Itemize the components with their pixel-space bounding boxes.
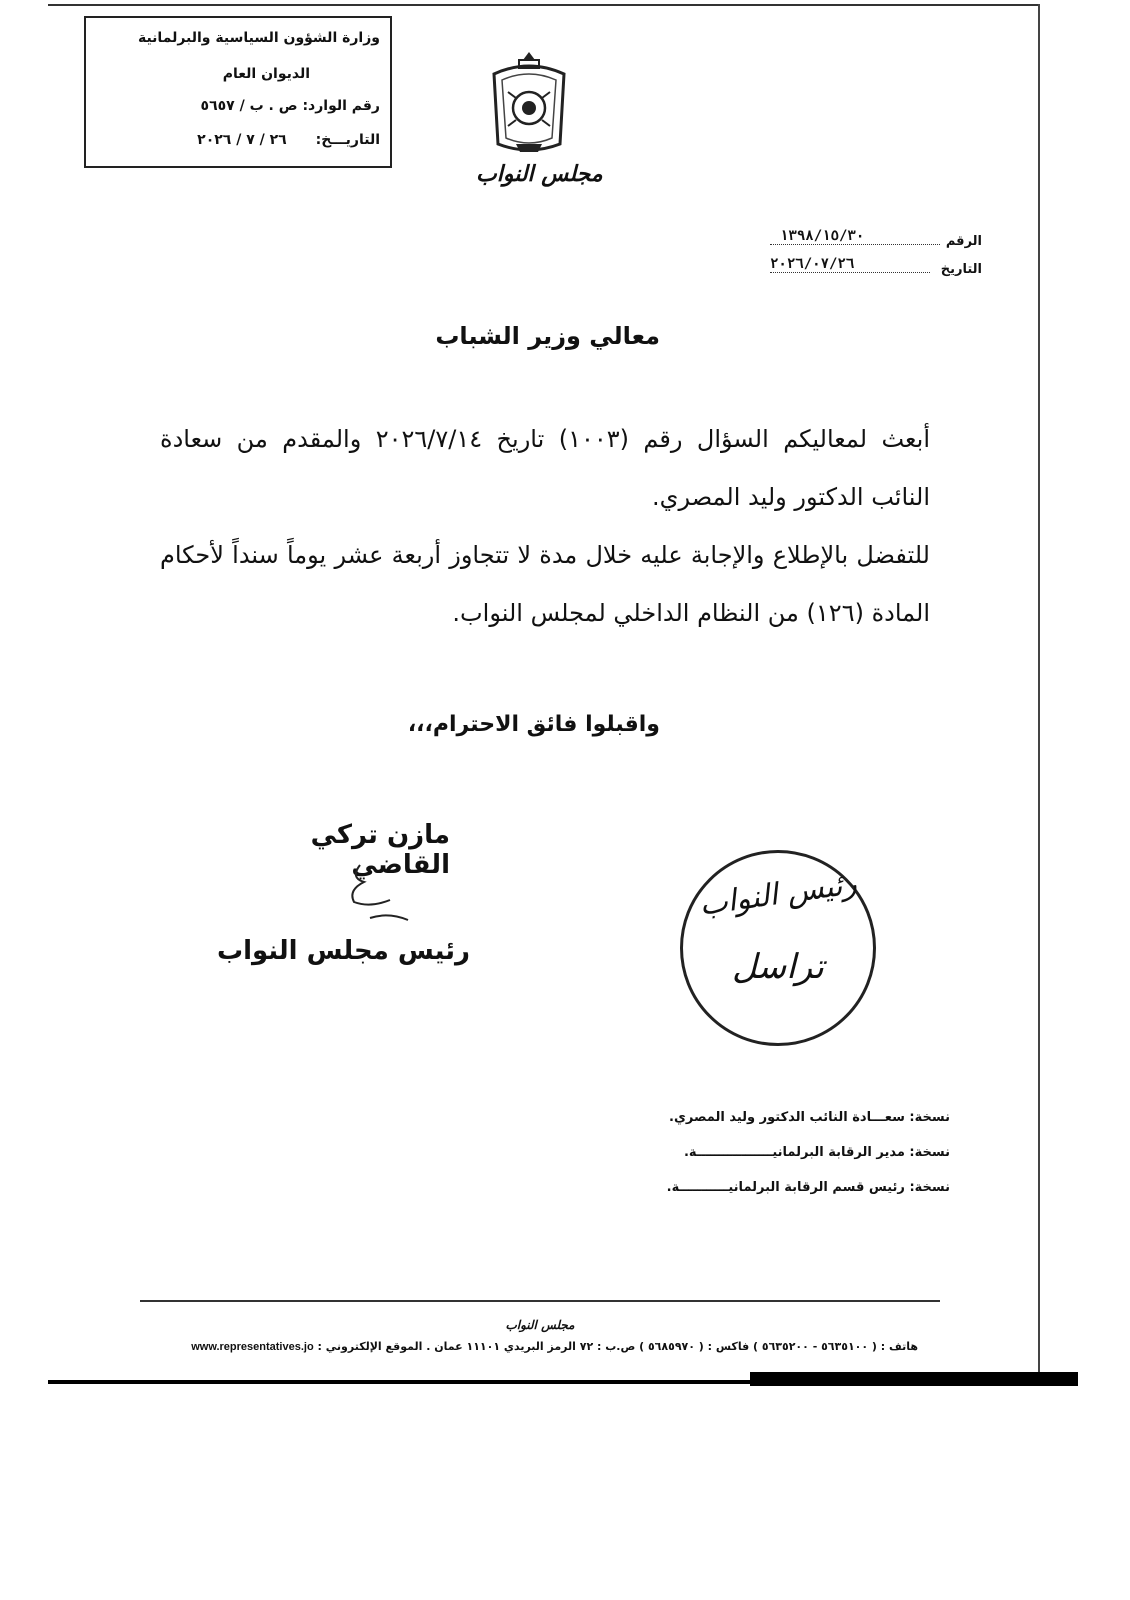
footer-website: www.representatives.jo [191, 1341, 314, 1353]
council-signature-logo: مجلس النواب [476, 162, 603, 187]
copy-line-3: نسخة: رئيس قسم الرقابة البرلمانيـــــــــــة. [666, 1180, 950, 1195]
reference-block [770, 228, 990, 282]
copy-line-2: نسخة: مدير الرقابة البرلمانيـــــــــــــــــة. [683, 1145, 950, 1160]
stamp-ministry: وزارة الشؤون السياسية والبرلمانية [137, 30, 380, 46]
salutation: معالي وزير الشباب [435, 322, 660, 350]
footer-bottom-bar [750, 1372, 1078, 1386]
body-paragraph-2: للتفضل بالإطلاع والإجابة عليه خلال مدة لا تتجاوز أربعة عشر يوماً سنداً لأحكام المادة (١٢٦) من النظام الداخلي لمجلس النواب. [160, 541, 930, 627]
incoming-stamp [84, 16, 392, 168]
ref-number-value: ١٣٩٨/١٥/٣٠ [770, 228, 940, 245]
stamp-ref-label: رقم الوارد: [302, 98, 380, 114]
coat-of-arms-emblem [486, 48, 572, 158]
page-border-right [1038, 4, 1040, 1384]
footer-rule [140, 1300, 940, 1302]
signer-name: مازن تركي القاضي [310, 820, 450, 880]
stamp-ref-value: ص . ب / ٥٦٥٧ [200, 98, 298, 114]
ref-number-label: الرقم [945, 234, 982, 249]
footer-brand: مجلس النواب [505, 1318, 575, 1332]
letter-body [160, 410, 930, 642]
body-paragraph-1: أبعث لمعاليكم السؤال رقم (١٠٠٣) تاريخ ٢٠٢٦/٧/١٤ والمقدم من سعادة النائب الدكتور وليد المصري. [160, 425, 930, 511]
round-stamp-middle-text: تراسل [732, 947, 824, 987]
stamp-ref [201, 98, 380, 114]
handwritten-signature [340, 860, 460, 930]
stamp-date-value: ٢٦ / ٧ / ٢٠٢٦ [197, 132, 287, 148]
stamp-date-label: التاريـــخ: [315, 132, 380, 148]
footer-contact-text: هاتف : ( ٥٦٣٥١٠٠ - ٥٦٣٥٢٠٠ ) فاكس : ( ٥٦٨٥٩٧٠ ) ص.ب : ٧٢ الرمز البريدي ١١١٠١ عمان . الموقع الإلكتروني : [317, 1340, 918, 1353]
closing: واقبلوا فائق الاحترام،،، [407, 712, 660, 737]
stamp-date [197, 132, 380, 148]
stamp-office: الديوان العام [222, 66, 310, 82]
round-stamp-top-text: رئيس النواب [697, 866, 859, 923]
ref-date-value: ٢٠٢٦/٠٧/٢٦ [770, 256, 930, 273]
copy-line-1: نسخة: سعـــادة النائب الدكتور وليد المصري. [669, 1110, 950, 1125]
round-stamp [680, 850, 876, 1046]
ref-date-label: التاريخ [940, 262, 982, 277]
page-border-top [48, 4, 1038, 6]
signer-title: رئيس مجلس النواب [216, 936, 470, 966]
footer-contact [168, 1340, 918, 1353]
